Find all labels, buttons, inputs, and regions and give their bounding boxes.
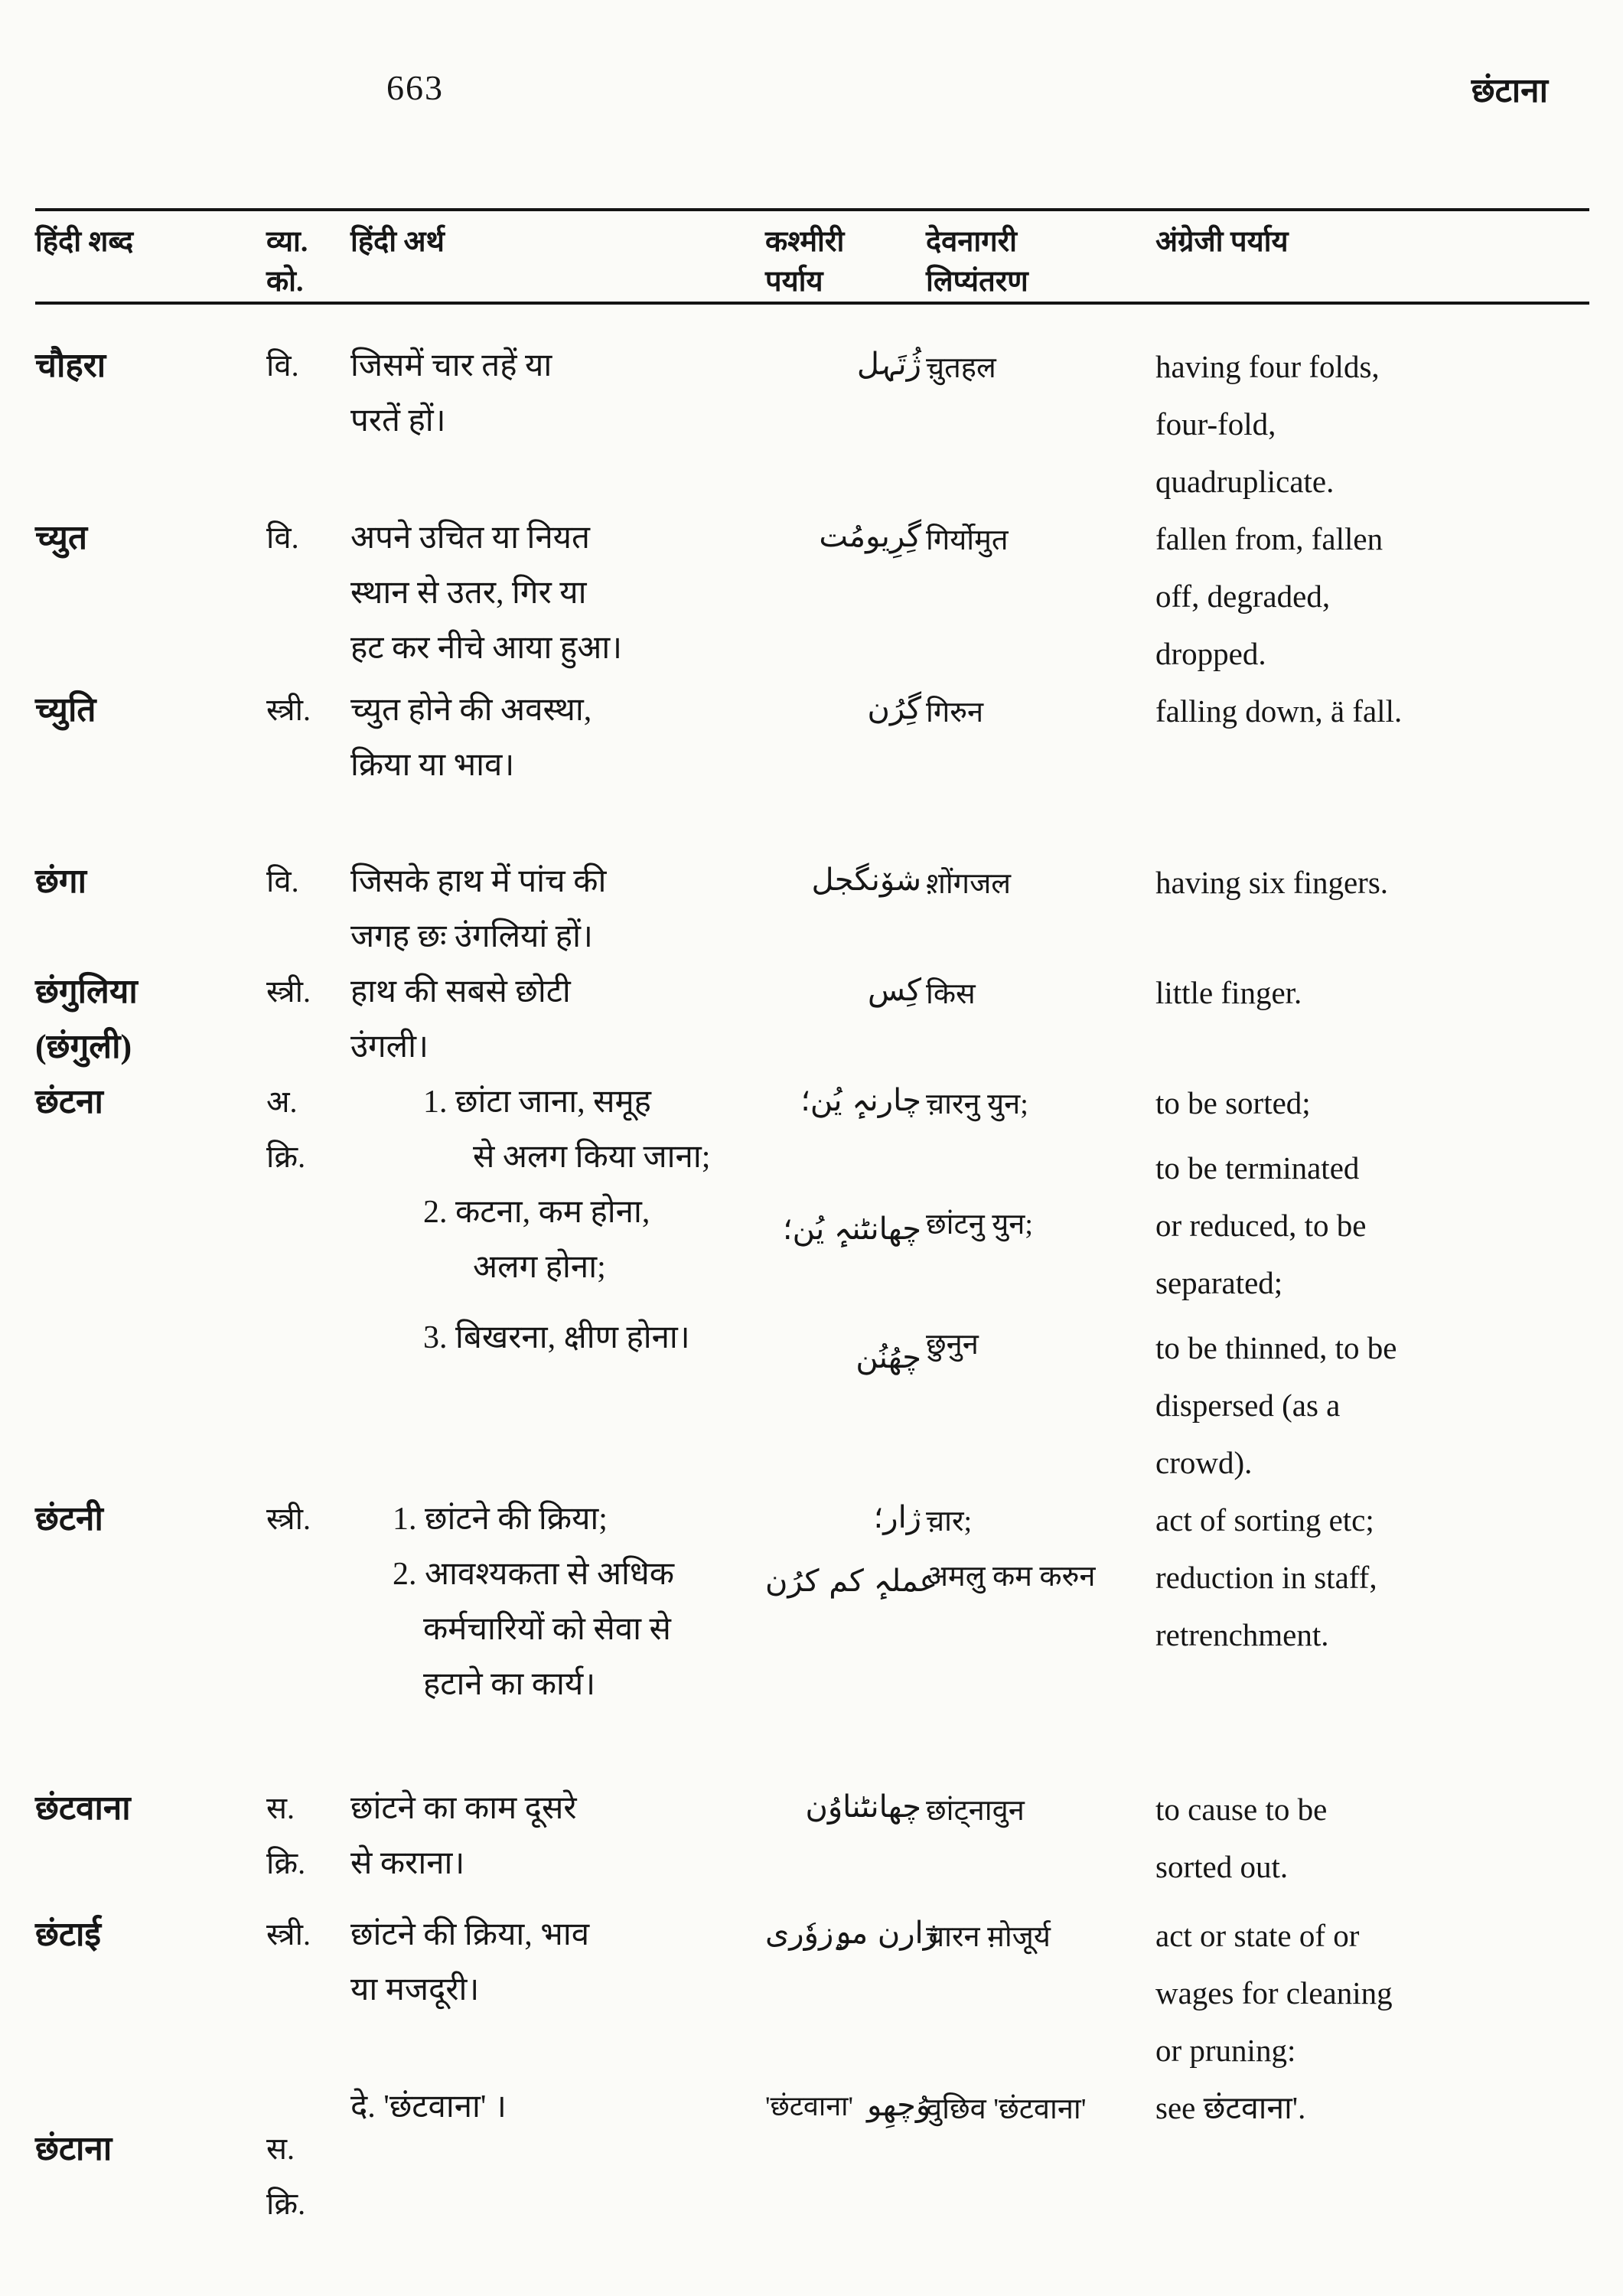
entry-meaning-line: च्युत होने की अवस्था,	[350, 693, 592, 728]
entry-english-line: wages for cleaning	[1155, 1975, 1393, 2011]
entry-headword: च्युति	[35, 691, 96, 729]
entry-meaning-line: परतें हों।	[350, 403, 446, 439]
entry-devanagari-transliteration: च़ारनु युन;	[926, 1088, 1028, 1120]
kashmiri-perso-arabic-word: وُچھِو	[867, 2088, 931, 2123]
entry-meaning-line: या मजदूरी।	[350, 1972, 480, 2007]
entry-meaning-cell	[350, 510, 765, 676]
entry-kashmiri-item	[765, 1907, 938, 1963]
entry-headword: (छंगुली)	[35, 1028, 132, 1065]
entry-meaning-line: अपने उचित या नियत	[350, 520, 590, 556]
entry-headword: छंगुलिया	[35, 973, 138, 1010]
entry-english-line: see छंटवाना'.	[1155, 2090, 1306, 2125]
entry-pos: वि.	[266, 520, 299, 555]
entry-pos-cell	[266, 964, 350, 1019]
entry-pos: वि.	[266, 864, 299, 899]
entry-headword-cell	[35, 2079, 266, 2177]
kashmiri-perso-arabic-word: گِرِیومُت	[819, 519, 921, 554]
kashmiri-perso-arabic-word: عملہٕ کم کرُن	[765, 1564, 938, 1599]
entry-pos: स्त्री.	[266, 1917, 311, 1952]
entry-meaning-line: क्रिया या भाव।	[350, 748, 515, 783]
entry-pos: क्रि.	[266, 2187, 306, 2221]
entry-devanagari-transliteration: किस	[926, 978, 976, 1010]
entry-kashmiri-cell	[765, 1075, 926, 1388]
entry-kashmiri-cell	[765, 683, 926, 739]
entry-english-line: separated;	[1155, 1265, 1283, 1300]
entry-kashmiri-cell	[765, 1781, 926, 1837]
entry-meaning-line: से कराना।	[350, 1846, 465, 1881]
entry-english-cell	[1155, 510, 1589, 683]
entry-meaning-cell	[350, 2079, 765, 2135]
entry-kashmiri-item	[765, 1555, 938, 1611]
entry-row	[35, 854, 1589, 964]
entry-headword-cell	[35, 1907, 266, 1962]
entry-devanagari-cell	[926, 683, 1155, 736]
entry-headword: चौहरा	[35, 347, 106, 384]
entry-headword-cell	[35, 338, 266, 393]
entry-kashmiri-cell	[765, 964, 926, 1020]
entry-kashmiri-cell	[765, 510, 926, 566]
entry-pos-cell	[266, 854, 350, 909]
entry-meaning-line: 3. बिखरना, क्षीण होना।	[423, 1320, 690, 1355]
entry-pos-cell	[266, 1907, 350, 1962]
entry-kashmiri-cell	[765, 1492, 938, 1611]
entry-kashmiri-item	[765, 2079, 931, 2135]
entry-headword: छंटना	[35, 1083, 103, 1120]
entry-english-cell	[1155, 2079, 1589, 2137]
entry-english-line: having four folds,	[1155, 349, 1380, 384]
entry-meaning-cell	[350, 338, 765, 448]
entry-meaning-line: जिसके हाथ में पांच की	[350, 864, 607, 899]
entry-english-sense	[1155, 510, 1589, 683]
entry-meaning-cell	[350, 964, 765, 1075]
entry-english-line: to cause to be	[1155, 1792, 1328, 1827]
entry-kashmiri-cell	[765, 338, 926, 394]
entry-kashmiri-item	[765, 1332, 926, 1388]
entry-devanagari-cell	[926, 510, 1155, 564]
entry-english-sense	[1155, 2079, 1589, 2137]
entry-pos: क्रि.	[266, 1140, 306, 1174]
entry-headword-cell	[35, 683, 266, 738]
entry-english-sense	[1155, 1075, 1589, 1132]
entry-english-sense	[1155, 854, 1589, 912]
entry-headword-cell	[35, 1781, 266, 1836]
entry-kashmiri-cell	[765, 2079, 931, 2135]
kashmiri-perso-arabic-word: چھُنُن	[855, 1340, 921, 1375]
entry-english-sense	[1155, 1907, 1589, 2079]
entry-english-cell	[1155, 1075, 1589, 1492]
entry-headword-cell	[35, 964, 266, 1075]
entry-english-line: having six fingers.	[1155, 865, 1389, 900]
entry-meaning-line: 2. कटना, कम होना,	[423, 1195, 650, 1230]
entry-meaning-line: स्थान से उतर, गिर या	[350, 576, 587, 611]
entry-meaning-line: 2. आवश्यकता से अधिक	[393, 1557, 675, 1592]
entry-kashmiri-item	[765, 1075, 926, 1130]
entry-meaning-line: से अलग किया जाना;	[473, 1140, 711, 1175]
entry-meaning-line: हाथ की सबसे छोटी	[350, 974, 571, 1009]
entry-meaning-line: कर्मचारियों को सेवा से	[423, 1612, 671, 1647]
entry-devanagari-cell	[926, 338, 1155, 392]
entry-english-cell	[1155, 338, 1589, 510]
col-header-english: अंग्रेजी पर्याय	[1155, 226, 1289, 258]
entry-pos-cell	[266, 683, 350, 738]
entry-devanagari-transliteration: च़ुतहल	[926, 352, 996, 384]
entry-devanagari-transliteration: छांटनु युन;	[926, 1208, 1033, 1241]
entry-english-line: to be terminated	[1155, 1150, 1360, 1186]
entry-meaning-cell	[350, 854, 765, 964]
entry-devanagari-transliteration: श़ोंगजल	[926, 868, 1012, 900]
entry-english-line: quadruplicate.	[1155, 464, 1335, 499]
entry-row	[35, 2079, 1589, 2232]
entry-english-line: dispersed (as a	[1155, 1388, 1341, 1423]
kashmiri-perso-arabic-word: چارنہٕ یُن؛	[800, 1083, 921, 1118]
entry-row	[35, 1907, 1589, 2079]
entry-kashmiri-cell	[765, 1907, 938, 1963]
entry-english-line: fallen from, fallen	[1155, 521, 1383, 556]
col-header-hindi-meaning: हिंदी अर्थ	[350, 226, 445, 258]
kashmiri-perso-arabic-word: ژُتَہل	[856, 347, 921, 382]
entry-kashmiri-item	[765, 964, 926, 1020]
entry-english-sense	[1155, 683, 1589, 740]
entry-devanagari-cell	[926, 1075, 1155, 1368]
entry-english-line: reduction in staff,	[1155, 1560, 1377, 1595]
entry-english-cell	[1155, 1907, 1589, 2079]
col-header-grammar: व्या. को.	[266, 226, 308, 298]
kashmiri-devanagari-prefix: 'छंटवाना'	[765, 2091, 853, 2122]
entry-english-line: retrenchment.	[1155, 1617, 1329, 1652]
entry-headword-cell	[35, 1492, 266, 1547]
entry-kashmiri-item	[765, 854, 926, 910]
entry-headword-cell	[35, 1075, 266, 1130]
entry-english-line: sorted out.	[1155, 1849, 1289, 1884]
entry-pos: स्त्री.	[266, 1502, 311, 1536]
kashmiri-perso-arabic-word: چھانٹنہٕ یُن؛	[782, 1212, 921, 1247]
kashmiri-perso-arabic-word: شۆنگجل	[811, 863, 921, 898]
entry-english-sense	[1155, 1492, 1589, 1664]
entry-kashmiri-item	[765, 1781, 926, 1837]
entry-english-line: falling down, ä fall.	[1155, 693, 1403, 729]
entry-kashmiri-item	[765, 1492, 926, 1548]
entry-english-sense	[1155, 1140, 1589, 1312]
entry-devanagari-cell	[926, 2079, 1155, 2133]
page-number: 663	[386, 68, 444, 107]
entry-headword-cell	[35, 510, 266, 566]
entry-english-cell	[1155, 964, 1589, 1022]
entry-english-sense	[1155, 1781, 1589, 1896]
entry-english-line: four-fold,	[1155, 406, 1276, 442]
entry-meaning-cell	[350, 1907, 765, 2017]
entry-row	[35, 1492, 1589, 1712]
entry-kashmiri-item	[765, 1203, 926, 1259]
entry-devanagari-cell	[926, 1492, 1155, 1600]
entry-row	[35, 510, 1589, 683]
entry-english-line: off, degraded,	[1155, 579, 1331, 614]
table-header	[35, 222, 1589, 302]
entry-pos: स्त्री.	[266, 693, 311, 727]
entry-devanagari-transliteration: च़ारन म़ोजूर्य	[926, 1921, 1051, 1953]
col-header-kashmiri: कश्मीरी पर्याय	[765, 226, 845, 298]
entry-english-sense	[1155, 1319, 1589, 1492]
entry-devanagari-transliteration: वुछिव 'छंटवाना'	[926, 2093, 1087, 2125]
entry-english-line: act of sorting etc;	[1155, 1502, 1374, 1538]
entry-kashmiri-item	[765, 338, 926, 394]
entry-english-line: crowd).	[1155, 1445, 1253, 1480]
entry-devanagari-cell	[926, 1781, 1155, 1835]
entry-kashmiri-item	[765, 510, 926, 566]
entry-meaning-line: हटाने का कार्य।	[423, 1667, 596, 1702]
entry-english-cell	[1155, 1492, 1589, 1664]
col-header-devanagari: देवनागरी लिप्यंतरण	[926, 226, 1028, 298]
entry-headword: च्युत	[35, 519, 88, 556]
entry-meaning-cell	[350, 1781, 765, 1891]
entry-devanagari-transliteration: च़ार;	[926, 1505, 973, 1538]
entry-headword-cell	[35, 854, 266, 909]
entry-meaning-line: 1. छांटा जाना, समूह	[423, 1084, 651, 1120]
entry-english-line: dropped.	[1155, 636, 1266, 671]
entry-meaning-line: उंगली।	[350, 1029, 429, 1065]
entry-pos-cell	[266, 1075, 350, 1185]
entry-devanagari-transliteration: छुनुन	[926, 1329, 979, 1361]
entry-devanagari-transliteration: छांट्नावुन	[926, 1795, 1025, 1827]
header-top-rule	[35, 208, 1589, 211]
entry-kashmiri-cell	[765, 854, 926, 910]
kashmiri-perso-arabic-word: کِس	[867, 973, 921, 1008]
entry-pos: स्त्री.	[266, 974, 311, 1009]
entry-devanagari-cell	[926, 964, 1155, 1018]
entry-pos-cell	[266, 338, 350, 393]
entry-english-sense	[1155, 964, 1589, 1022]
entry-headword: छंटनी	[35, 1500, 103, 1538]
entry-devanagari-cell	[926, 854, 1155, 908]
entry-meaning-line: 1. छांटने की क्रिया;	[393, 1502, 608, 1537]
entry-english-cell	[1155, 683, 1589, 740]
entry-english-cell	[1155, 1781, 1589, 1896]
entry-devanagari-transliteration: अमलु कम करुन	[926, 1561, 1096, 1593]
entry-devanagari-transliteration: गिर्योमुत	[926, 524, 1009, 556]
kashmiri-perso-arabic-word: گِرُن	[867, 691, 921, 726]
entry-meaning-line: छांटने की क्रिया, भाव	[350, 1917, 590, 1952]
entry-pos: अ.	[266, 1084, 298, 1119]
entry-headword: छंटवाना	[35, 1789, 131, 1827]
kashmiri-perso-arabic-word: ژار؛	[873, 1500, 921, 1535]
entry-meaning-cell	[350, 1075, 765, 1365]
entry-meaning-line: दे. 'छंटवाना' ।	[350, 2089, 507, 2125]
entry-row	[35, 683, 1589, 793]
entry-english-line: to be thinned, to be	[1155, 1330, 1397, 1365]
entry-kashmiri-item	[765, 683, 926, 739]
entry-pos-cell	[266, 1781, 350, 1891]
kashmiri-perso-arabic-word: ژارن مۄزوٗری	[765, 1916, 938, 1951]
entry-devanagari-transliteration: गिरुन	[926, 696, 984, 729]
entry-pos-cell	[266, 2079, 350, 2232]
kashmiri-perso-arabic-word: چھانٹناوُن	[805, 1789, 921, 1825]
entry-english-line: little finger.	[1155, 975, 1302, 1010]
entry-row	[35, 1075, 1589, 1492]
entry-english-sense	[1155, 338, 1589, 510]
entry-row	[35, 1781, 1589, 1896]
entry-english-line: or pruning:	[1155, 2033, 1296, 2068]
entry-pos: स.	[266, 1791, 295, 1825]
entry-meaning-line: छांटने का काम दूसरे	[350, 1791, 577, 1826]
entry-meaning-line: जगह छः उंगलियां हों।	[350, 919, 593, 954]
entry-headword: छंटाई	[35, 1916, 102, 1953]
entry-english-cell	[1155, 854, 1589, 912]
entry-pos: स.	[266, 2131, 295, 2166]
entry-pos: क्रि.	[266, 1846, 306, 1880]
entry-meaning-cell	[350, 683, 765, 793]
entry-meaning-line: जिसमें चार तहें या	[350, 348, 552, 383]
entry-meaning-line: अलग होना;	[473, 1250, 606, 1285]
entry-row	[35, 338, 1589, 510]
entry-pos: वि.	[266, 348, 299, 383]
col-header-hindi-word: हिंदी शब्द	[35, 226, 134, 258]
entry-english-line: act or state of or	[1155, 1918, 1360, 1953]
dictionary-entries	[35, 305, 1589, 2232]
entry-row	[35, 964, 1589, 1075]
running-head: छंटाना	[1471, 72, 1548, 109]
entry-meaning-cell	[350, 1492, 765, 1712]
entry-headword: छंगा	[35, 863, 87, 900]
entry-pos-cell	[266, 510, 350, 566]
entry-pos-cell	[266, 1492, 350, 1547]
entry-english-line: to be sorted;	[1155, 1085, 1311, 1120]
entry-headword: छंटाना	[35, 2130, 112, 2167]
entry-english-line: or reduced, to be	[1155, 1208, 1367, 1243]
entry-meaning-line: हट कर नीचे आया हुआ।	[350, 631, 623, 666]
entry-devanagari-cell	[926, 1907, 1155, 1961]
